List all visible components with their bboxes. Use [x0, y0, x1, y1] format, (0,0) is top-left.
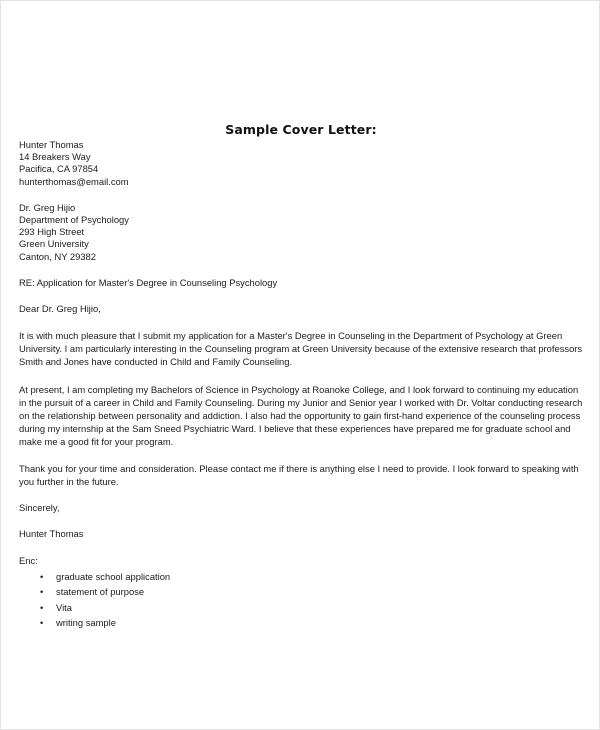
letter-content	[19, 139, 585, 630]
list-item	[19, 569, 585, 584]
list-item	[19, 615, 585, 630]
spacer	[19, 541, 585, 555]
list-item-label: Vita	[56, 601, 72, 613]
recipient-organization: Green University	[19, 238, 89, 250]
enclosures-list	[19, 569, 585, 631]
list-item	[19, 600, 585, 615]
closing-line: Sincerely,	[19, 502, 60, 514]
sender-email: hunterthomas@email.com	[19, 175, 129, 187]
sender-street: 14 Breakers Way	[19, 151, 91, 163]
spacer	[19, 188, 585, 202]
page-title: Sample Cover Letter:	[225, 122, 377, 137]
list-item-label: writing sample	[56, 617, 116, 628]
spacer	[19, 488, 585, 502]
spacer	[19, 448, 585, 462]
bullet-icon: •	[40, 601, 44, 613]
recipient-address-block	[19, 202, 585, 263]
list-item-label: graduate school application	[56, 570, 171, 582]
bullet-icon: •	[40, 586, 44, 598]
recipient-street: 293 High Street	[19, 226, 85, 238]
body-paragraph-1: It is with much pleasure that I submit my application for a Master's Degree in Counseling in the Department of Psychology at Green University. I am particularly interesting in the Counseling program at Green University because of the extensive research that professors Smith and Jones have conducted in Child and Family Counseling.	[19, 330, 583, 368]
salutation: Dear Dr. Greg Hijio,	[19, 303, 101, 315]
list-item-label: statement of purpose	[56, 586, 145, 598]
sender-name: Hunter Thomas	[19, 139, 84, 150]
enclosures-label: Enc:	[19, 554, 38, 566]
signature-name: Hunter Thomas	[19, 528, 84, 540]
body-paragraph-2: At present, I am completing my Bachelors of Science in Psychology at Roanoke College, and I look forward to continuing my education in the pursuit of a career in Child and Family Counseling. During my Junior and Senior year I worked with Dr. Voltar conducting research on the relationship between personality and addiction. I also had the opportunity to gain first-hand experience of the counseling process during my internship at the Sam Sneed Psychiatric Ward. I believe that these experiences have prepared me for graduate school and make me a good fit for your program.	[19, 383, 583, 447]
list-item	[19, 584, 585, 599]
sender-address-block	[19, 139, 585, 188]
bullet-icon: •	[40, 617, 44, 628]
recipient-name: Dr. Greg Hijio	[19, 201, 76, 213]
spacer	[19, 315, 585, 329]
recipient-city-state-zip: Canton, NY 29382	[19, 250, 96, 262]
spacer	[19, 289, 585, 303]
recipient-department: Department of Psychology	[19, 214, 129, 226]
bullet-icon: •	[40, 570, 44, 582]
spacer	[19, 369, 585, 383]
body-paragraph-3: Thank you for your time and consideration. Please contact me if there is anything else I need to provide. I look forward to speaking with you further in the future.	[19, 462, 579, 488]
spacer	[19, 263, 585, 277]
spacer	[19, 514, 585, 528]
sender-city-state-zip: Pacifica, CA 97854	[19, 163, 99, 175]
subject-line: RE: Application for Master's Degree in Counseling Psychology	[19, 276, 278, 288]
